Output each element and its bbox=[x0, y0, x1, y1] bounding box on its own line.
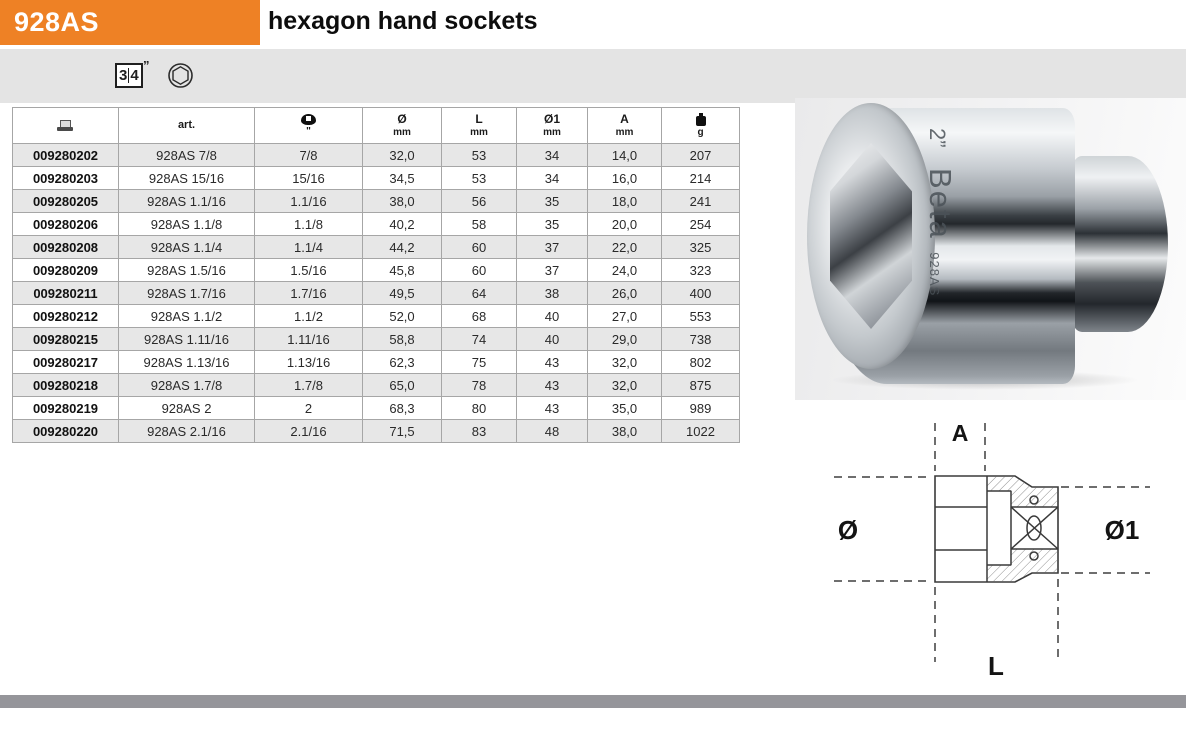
label-diameter1: Ø1 bbox=[1104, 515, 1140, 545]
footer-bar bbox=[0, 695, 1186, 708]
cell-product-code: 009280202 bbox=[13, 144, 119, 167]
cell-length-mm: 60 bbox=[442, 236, 517, 259]
table-row bbox=[13, 397, 740, 420]
col-header-a-dim: A mm bbox=[588, 108, 662, 144]
table-row bbox=[13, 328, 740, 351]
cell-product-code: 009280218 bbox=[13, 374, 119, 397]
table-row bbox=[13, 213, 740, 236]
badge-divider bbox=[128, 68, 129, 83]
label-l: L bbox=[988, 651, 1004, 681]
cell-size-inches: 1.7/8 bbox=[255, 374, 363, 397]
table-row bbox=[13, 305, 740, 328]
cell-diameter-mm: 62,3 bbox=[363, 351, 442, 374]
cell-diameter1-mm: 40 bbox=[517, 305, 588, 328]
cell-product-code: 009280208 bbox=[13, 236, 119, 259]
cell-a-mm: 20,0 bbox=[588, 213, 662, 236]
col-header-diameter: Ø mm bbox=[363, 108, 442, 144]
cell-a-mm: 32,0 bbox=[588, 374, 662, 397]
cell-article: 928AS 1.1/4 bbox=[119, 236, 255, 259]
cell-article: 928AS 15/16 bbox=[119, 167, 255, 190]
cell-weight-g: 989 bbox=[662, 397, 740, 420]
cell-diameter1-mm: 37 bbox=[517, 259, 588, 282]
cell-product-code: 009280219 bbox=[13, 397, 119, 420]
cell-weight-g: 241 bbox=[662, 190, 740, 213]
cell-article: 928AS 1.1/16 bbox=[119, 190, 255, 213]
cell-weight-g: 254 bbox=[662, 213, 740, 236]
cell-size-inches: 1.1/4 bbox=[255, 236, 363, 259]
cell-size-inches: 1.11/16 bbox=[255, 328, 363, 351]
cell-article: 928AS 1.11/16 bbox=[119, 328, 255, 351]
cell-diameter-mm: 65,0 bbox=[363, 374, 442, 397]
table-row bbox=[13, 144, 740, 167]
cell-product-code: 009280211 bbox=[13, 282, 119, 305]
inch-mark: ” bbox=[143, 58, 150, 73]
cell-size-inches: 1.7/16 bbox=[255, 282, 363, 305]
cell-size-inches: 15/16 bbox=[255, 167, 363, 190]
cell-a-mm: 18,0 bbox=[588, 190, 662, 213]
cell-diameter-mm: 38,0 bbox=[363, 190, 442, 213]
cell-weight-g: 214 bbox=[662, 167, 740, 190]
cell-diameter-mm: 71,5 bbox=[363, 420, 442, 443]
socket-engraving bbox=[922, 128, 958, 296]
product-photo bbox=[795, 98, 1186, 400]
cell-article: 928AS 1.1/8 bbox=[119, 213, 255, 236]
cell-diameter1-mm: 43 bbox=[517, 397, 588, 420]
cell-length-mm: 53 bbox=[442, 144, 517, 167]
cell-a-mm: 38,0 bbox=[588, 420, 662, 443]
table-row bbox=[13, 420, 740, 443]
cell-diameter-mm: 45,8 bbox=[363, 259, 442, 282]
table-row bbox=[13, 167, 740, 190]
cell-article: 928AS 1.13/16 bbox=[119, 351, 255, 374]
cell-article: 928AS 1.7/8 bbox=[119, 374, 255, 397]
cell-diameter-mm: 49,5 bbox=[363, 282, 442, 305]
cell-article: 928AS 2 bbox=[119, 397, 255, 420]
cell-weight-g: 400 bbox=[662, 282, 740, 305]
cell-product-code: 009280212 bbox=[13, 305, 119, 328]
cell-product-code: 009280217 bbox=[13, 351, 119, 374]
cell-size-inches: 1.1/2 bbox=[255, 305, 363, 328]
cell-length-mm: 68 bbox=[442, 305, 517, 328]
engraving-brand: Beta bbox=[923, 168, 958, 240]
cell-weight-g: 875 bbox=[662, 374, 740, 397]
table-row bbox=[13, 190, 740, 213]
cell-diameter-mm: 32,0 bbox=[363, 144, 442, 167]
cell-length-mm: 74 bbox=[442, 328, 517, 351]
cell-diameter-mm: 44,2 bbox=[363, 236, 442, 259]
cell-weight-g: 207 bbox=[662, 144, 740, 167]
cell-length-mm: 60 bbox=[442, 259, 517, 282]
cell-product-code: 009280220 bbox=[13, 420, 119, 443]
cell-diameter1-mm: 38 bbox=[517, 282, 588, 305]
spec-table-header bbox=[13, 108, 740, 144]
cell-length-mm: 80 bbox=[442, 397, 517, 420]
cell-length-mm: 56 bbox=[442, 190, 517, 213]
cell-a-mm: 16,0 bbox=[588, 167, 662, 190]
col-header-code bbox=[13, 108, 119, 144]
label-a: A bbox=[951, 420, 969, 446]
cell-article: 928AS 1.1/2 bbox=[119, 305, 255, 328]
cell-a-mm: 14,0 bbox=[588, 144, 662, 167]
table-row bbox=[13, 282, 740, 305]
cell-size-inches: 7/8 bbox=[255, 144, 363, 167]
cell-diameter1-mm: 35 bbox=[517, 213, 588, 236]
cell-diameter-mm: 40,2 bbox=[363, 213, 442, 236]
socket-front-face bbox=[807, 103, 935, 369]
cell-length-mm: 83 bbox=[442, 420, 517, 443]
table-row bbox=[13, 259, 740, 282]
product-family-code: 928AS bbox=[0, 0, 260, 45]
cell-product-code: 009280209 bbox=[13, 259, 119, 282]
cell-size-inches: 1.1/8 bbox=[255, 213, 363, 236]
page-title: hexagon hand sockets bbox=[268, 7, 538, 35]
cell-diameter1-mm: 43 bbox=[517, 351, 588, 374]
cell-length-mm: 64 bbox=[442, 282, 517, 305]
hexagon-profile-icon bbox=[167, 62, 194, 89]
table-row bbox=[13, 236, 740, 259]
cell-diameter1-mm: 48 bbox=[517, 420, 588, 443]
cell-size-inches: 1.1/16 bbox=[255, 190, 363, 213]
cell-product-code: 009280205 bbox=[13, 190, 119, 213]
cell-product-code: 009280215 bbox=[13, 328, 119, 351]
col-header-weight: g bbox=[662, 108, 740, 144]
cell-product-code: 009280206 bbox=[13, 213, 119, 236]
cell-article: 928AS 1.7/16 bbox=[119, 282, 255, 305]
cell-weight-g: 553 bbox=[662, 305, 740, 328]
header-row bbox=[13, 108, 740, 144]
cell-a-mm: 26,0 bbox=[588, 282, 662, 305]
spec-table bbox=[12, 107, 740, 443]
table-row bbox=[13, 351, 740, 374]
ean-code-icon bbox=[57, 120, 74, 132]
cell-diameter-mm: 68,3 bbox=[363, 397, 442, 420]
socket-drive-end bbox=[1072, 156, 1168, 332]
weight-icon bbox=[696, 113, 706, 126]
cell-diameter1-mm: 43 bbox=[517, 374, 588, 397]
cell-size-inches: 1.5/16 bbox=[255, 259, 363, 282]
cell-a-mm: 22,0 bbox=[588, 236, 662, 259]
cell-diameter1-mm: 37 bbox=[517, 236, 588, 259]
cell-weight-g: 325 bbox=[662, 236, 740, 259]
cell-diameter1-mm: 34 bbox=[517, 167, 588, 190]
drive-size-band bbox=[0, 49, 1186, 103]
cell-a-mm: 32,0 bbox=[588, 351, 662, 374]
cell-size-inches: 2 bbox=[255, 397, 363, 420]
col-header-diameter1: Ø1 mm bbox=[517, 108, 588, 144]
badge-numerator: 3 bbox=[119, 67, 128, 84]
cell-diameter1-mm: 34 bbox=[517, 144, 588, 167]
engraving-size: 2” bbox=[925, 128, 950, 148]
cell-a-mm: 29,0 bbox=[588, 328, 662, 351]
cell-article: 928AS 7/8 bbox=[119, 144, 255, 167]
badge-denominator: 4 bbox=[130, 67, 139, 84]
cell-diameter1-mm: 40 bbox=[517, 328, 588, 351]
cell-a-mm: 35,0 bbox=[588, 397, 662, 420]
cell-article: 928AS 1.5/16 bbox=[119, 259, 255, 282]
cell-a-mm: 24,0 bbox=[588, 259, 662, 282]
table-row bbox=[13, 374, 740, 397]
dimension-diagram bbox=[820, 415, 1180, 705]
col-header-length: L mm bbox=[442, 108, 517, 144]
cell-length-mm: 78 bbox=[442, 374, 517, 397]
spec-table-body bbox=[13, 144, 740, 443]
cell-a-mm: 27,0 bbox=[588, 305, 662, 328]
hexagon-opening bbox=[830, 143, 912, 329]
label-diameter: Ø bbox=[837, 515, 859, 545]
cell-size-inches: 1.13/16 bbox=[255, 351, 363, 374]
col-header-art: art. bbox=[119, 108, 255, 144]
col-header-size-inches: " bbox=[255, 108, 363, 144]
cell-weight-g: 738 bbox=[662, 328, 740, 351]
cell-length-mm: 75 bbox=[442, 351, 517, 374]
cell-size-inches: 2.1/16 bbox=[255, 420, 363, 443]
cell-article: 928AS 2.1/16 bbox=[119, 420, 255, 443]
cell-weight-g: 1022 bbox=[662, 420, 740, 443]
three-quarter-inch-drive-badge bbox=[115, 63, 143, 88]
cell-product-code: 009280203 bbox=[13, 167, 119, 190]
cell-diameter-mm: 52,0 bbox=[363, 305, 442, 328]
engraving-model: 928AS bbox=[927, 252, 942, 297]
cell-diameter-mm: 58,8 bbox=[363, 328, 442, 351]
cell-weight-g: 802 bbox=[662, 351, 740, 374]
cell-length-mm: 53 bbox=[442, 167, 517, 190]
socket-drive-icon bbox=[301, 114, 316, 125]
cell-diameter-mm: 34,5 bbox=[363, 167, 442, 190]
cell-weight-g: 323 bbox=[662, 259, 740, 282]
cell-length-mm: 58 bbox=[442, 213, 517, 236]
cell-diameter1-mm: 35 bbox=[517, 190, 588, 213]
